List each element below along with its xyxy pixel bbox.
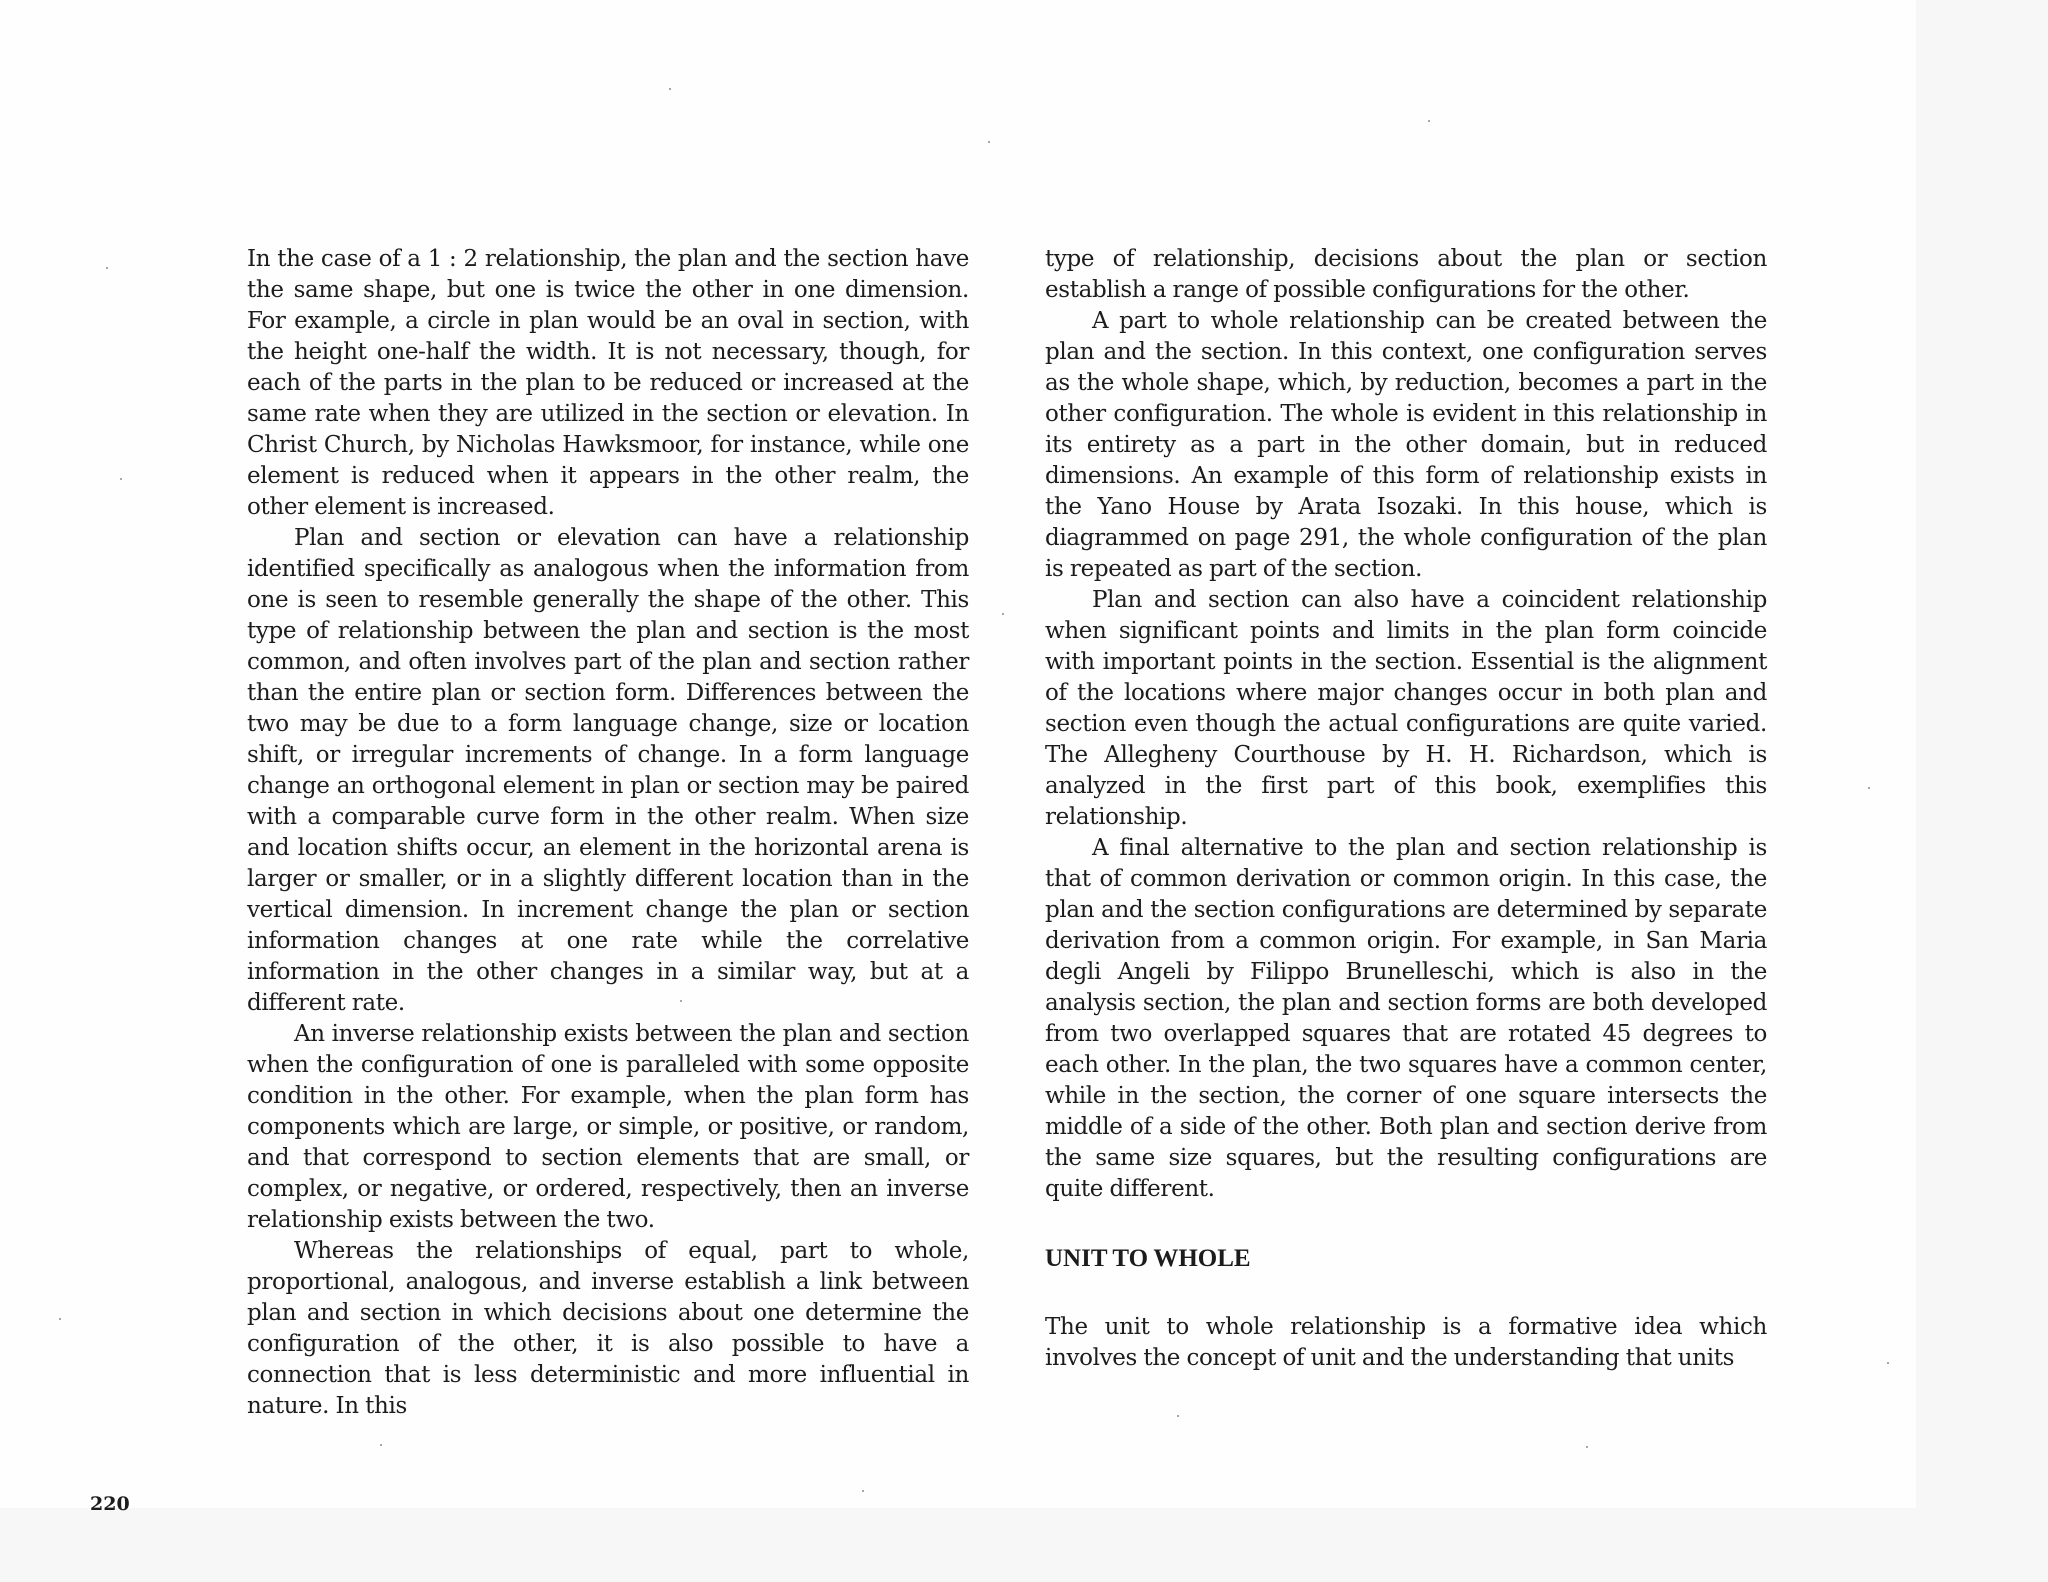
scan-speck	[59, 1318, 61, 1320]
body-paragraph: type of relationship, decisions about the plan or section establish a range of possible configurations for the other.	[1045, 246, 1767, 303]
scan-speck	[988, 141, 990, 143]
scan-speck	[1887, 1362, 1889, 1364]
scan-speck	[669, 88, 671, 90]
scan-speck	[120, 478, 122, 480]
scan-speck	[1002, 613, 1004, 615]
scan-speck	[680, 1000, 682, 1002]
page-edge-shadow-bottom	[0, 1508, 2048, 1582]
scan-speck	[1586, 1446, 1588, 1448]
body-paragraph: Plan and section or elevation can have a relationship identified specifically as analogous when the information from one is seen to resemble generally the shape of the other. This type of relationship between the plan and section is the most common, and often involves part of the plan and section rather than the entire plan or section form. Differences between the two may be due to a form language change, size or location shift, or irregular increments of change. In a form language change an orthogonal element in plan or section may be paired with a comparable curve form in the other realm. When size and location shifts occur, an element in the horizontal arena is larger or smaller, or in a slightly different location than in the vertical dimension. In increment change the plan or section information changes at one rate while the correlative information in the other changes in a similar way, but at a different rate.	[247, 525, 969, 1016]
body-paragraph: A part to whole relationship can be created between the plan and the section. In this context, one configuration serves as the whole shape, which, by reduction, becomes a part in the other configuration. The whole is evident in this relationship in its entirety as a part in the other domain, but in reduced dimensions. An example of this form of relationship exists in the Yano House by Arata Isozaki. In this house, which is diagrammed on page 291, the whole configuration of the plan is repeated as part of the section.	[1045, 308, 1767, 582]
scan-speck	[862, 1490, 864, 1492]
left-text-column	[247, 244, 969, 1422]
body-paragraph: In the case of a 1 : 2 relationship, the plan and the section have the same shape, but one is twice the other in one dimension. For example, a circle in plan would be an oval in section, with the height one-half the width. It is not necessary, though, for each of the parts in the plan to be reduced or increased at the same rate when they are utilized in the section or elevation. In Christ Church, by Nicholas Hawksmoor, for instance, while one element is reduced when it appears in the other realm, the other element is increased.	[247, 246, 969, 520]
scan-speck	[106, 267, 108, 269]
scan-speck	[1428, 120, 1430, 122]
body-paragraph: The unit to whole relationship is a formative idea which involves the concept of unit and the understanding that units	[1045, 1314, 1767, 1371]
page-number: 220	[90, 1493, 130, 1515]
scan-speck	[1177, 1415, 1179, 1417]
body-paragraph: A final alternative to the plan and section relationship is that of common derivation or common origin. In this case, the plan and the section configurations are determined by separate derivation from a common origin. For example, in San Maria degli Angeli by Filippo Brunelleschi, which is also in the analysis section, the plan and section forms are both developed from two overlapped squares that are rotated 45 degrees to each other. In the plan, the two squares have a common center, while in the section, the corner of one square intersects the middle of a side of the other. Both plan and section derive from the same size squares, but the resulting configurations are quite different.	[1045, 835, 1767, 1202]
page-edge-shadow-right	[1916, 0, 2048, 1582]
body-paragraph: Whereas the relationships of equal, part to whole, proportional, analogous, and inverse establish a link between plan and section in which decisions about one determine the configuration of the other, it is also possible to have a connection that is less deterministic and more influential in nature. In this	[247, 1238, 969, 1419]
body-paragraph: Plan and section can also have a coincident relationship when significant points and limits in the plan form coincide with important points in the section. Essential is the alignment of the locations where major changes occur in both plan and section even though the actual configurations are quite varied. The Allegheny Courthouse by H. H. Richardson, which is analyzed in the first part of this book, exemplifies this relationship.	[1045, 587, 1767, 830]
right-text-column	[1045, 244, 1767, 1374]
body-paragraph: An inverse relationship exists between the plan and section when the configuration of one is paralleled with some opposite condition in the other. For example, when the plan form has components which are large, or simple, or positive, or random, and that correspond to section elements that are small, or complex, or negative, or ordered, respectively, then an inverse relationship exists between the two.	[247, 1021, 969, 1233]
section-heading: UNIT TO WHOLE	[1045, 1245, 1251, 1272]
scan-speck	[1868, 787, 1870, 789]
scan-speck	[380, 1444, 382, 1446]
